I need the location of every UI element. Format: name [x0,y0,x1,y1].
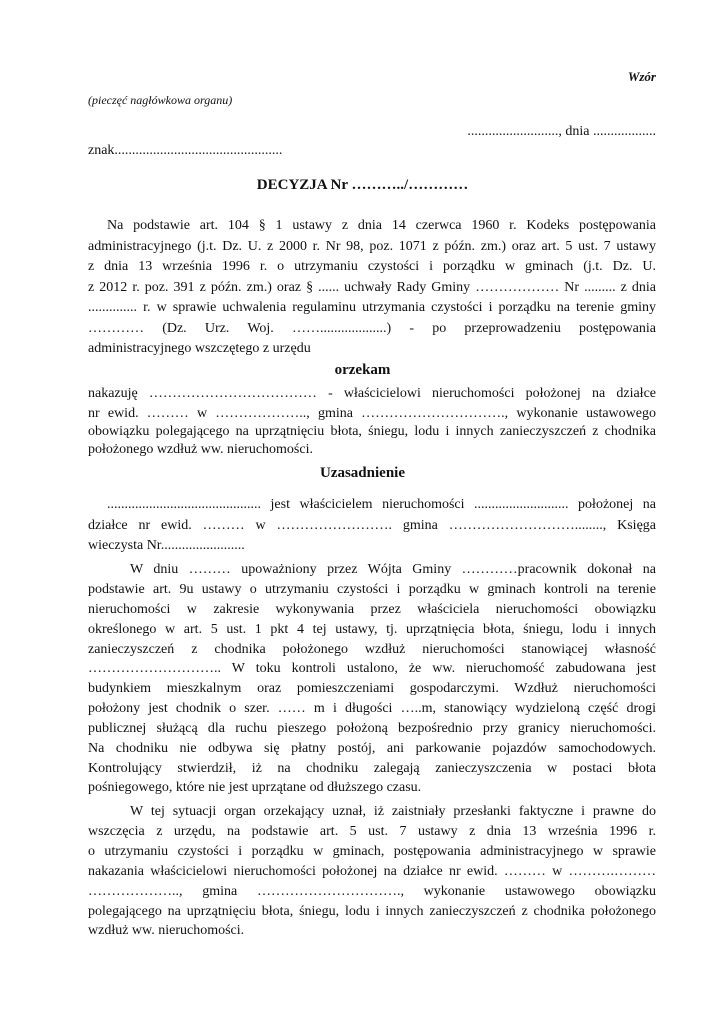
ruling-line: położonego wzdłuż ww. nieruchomości. [88,442,313,457]
justification-line: zanieczyszczeń z chodnika położonego wzdłuż nieruchomości stanowiącej własność [88,642,656,657]
template-label: Wzór [627,69,656,84]
justification-line: Kontrolujący stwierdził, iż na chodniku zalegają zanieczyszczenia w postaci błota [88,761,656,776]
justification-line: polegającego na uprzątnięciu błota, śniegu, lodu i innych zanieczyszczeń z chodnika położonego [88,904,656,919]
justification-line: działce nr ewid. ……… w ……………………. gmina ………………………........, Księga [88,518,656,533]
intro-line: Na podstawie art. 104 § 1 ustawy z dnia 14 czerwca 1960 r. Kodeks postępowania [107,218,656,233]
intro-line: administracyjnego (j.t. Dz. U. z 2000 r. Nr 98, poz. 1071 z późn. zm.) oraz art. 5 ust. 7 ustawy [88,239,656,254]
justification-line: wszczęcia z urzędu, na podstawie art. 5 ust. 7 ustawy z dnia 13 września 1996 r. [88,824,656,839]
justification-line: ............................................ jest właścicielem nieruchomości ........................... położonej na [107,497,656,512]
justification-line: publicznej służącą dla ruchu pieszego położoną bezpośrednio przy granicy nieruchomości. [88,721,656,736]
intro-line: .............. r. w sprawie uchwalenia regulaminu utrzymania czystości i porządku na terenie gminy [88,300,656,315]
justification-line: Na chodniku nie odbywa się płatny postój, ani parkowanie pojazdów samochodowych. [88,741,656,756]
justification-line: ……………….., gmina …………………………., wykonanie ustawowego obowiązku [88,884,656,899]
justification-line: wzdłuż ww. nieruchomości. [88,923,245,938]
intro-line: z dnia 13 września 1996 r. o utrzymaniu czystości i porządku w gminach (j.t. Dz. U. [88,259,656,274]
intro-line: ………… (Dz. Urz. Woj. ……...................) - po przeprowadzeniu postępowania [88,321,656,336]
seal-note: (pieczęć nagłówkowa organu) [88,93,233,107]
decision-title: DECYZJA Nr ………../………… [256,177,469,193]
justification-line: o utrzymaniu czystości i porządku w gminach, postępowania administracyjnego w sprawie [88,844,656,859]
ruling-line: obowiązku polegającego na uprzątnięciu błota, śniegu, lodu i innych zanieczyszczeń z chodnika [88,424,656,439]
date-line: .........................., dnia .................. [467,124,656,139]
justification-line: budynkiem mieszkalnym oraz pomieszczeniami gospodarczymi. Wzdłuż nieruchomości [88,681,656,696]
justification-line: podstawie art. 9u ustawy o utrzymaniu czystości i porządku w gminach kontroli na terenie [88,582,656,597]
justification-line: ……………………….. W toku kontroli ustalono, że ww. nieruchomość zabudowana jest [88,661,656,676]
intro-line: z 2012 r. poz. 391 z późn. zm.) oraz § ...... uchwały Rady Gminy ……………… Nr ......... z dnia [88,280,656,295]
justification-line: W tej sytuacji organ orzekający uznał, iż zaistniały przesłanki faktyczne i prawne do [130,804,656,819]
justification-line: nieruchomości w zakresie wykonywania przez właściciela nieruchomości obowiązku [88,602,656,617]
ruling-line: nr ewid. ……… w ……………….., gmina …………………………., wykonanie ustawowego [88,406,656,421]
justification-line: wieczysta Nr........................ [88,538,245,553]
justification-line: nakazania właścicielowi nieruchomości położonej na działce nr ewid. ……… w ……….……… [88,864,656,879]
justification-line: położony jest chodnik o szer. …… m i długości …..m, stanowiący wydzieloną część drogi [88,701,656,716]
ruling-heading: orzekam [334,362,391,378]
justification-line: określonego w art. 5 ust. 1 pkt 4 tej ustawy, tj. uprzątnięcia błota, śniegu, lodu i innych [88,622,656,637]
ruling-line: nakazuję ……………………………… - właścicielowi nieruchomości położonej na działce [88,386,656,401]
justification-line: W dniu ……… upoważniony przez Wójta Gminy …………pracownik dokonał na [130,562,656,577]
justification-line: pośniegowego, które nie jest uprzątane od dłuższego czasu. [88,780,422,795]
intro-line: administracyjnego wszczętego z urzędu [88,341,311,356]
reference-line: znak................................................ [88,143,283,158]
justification-heading: Uzasadnienie [319,465,405,481]
